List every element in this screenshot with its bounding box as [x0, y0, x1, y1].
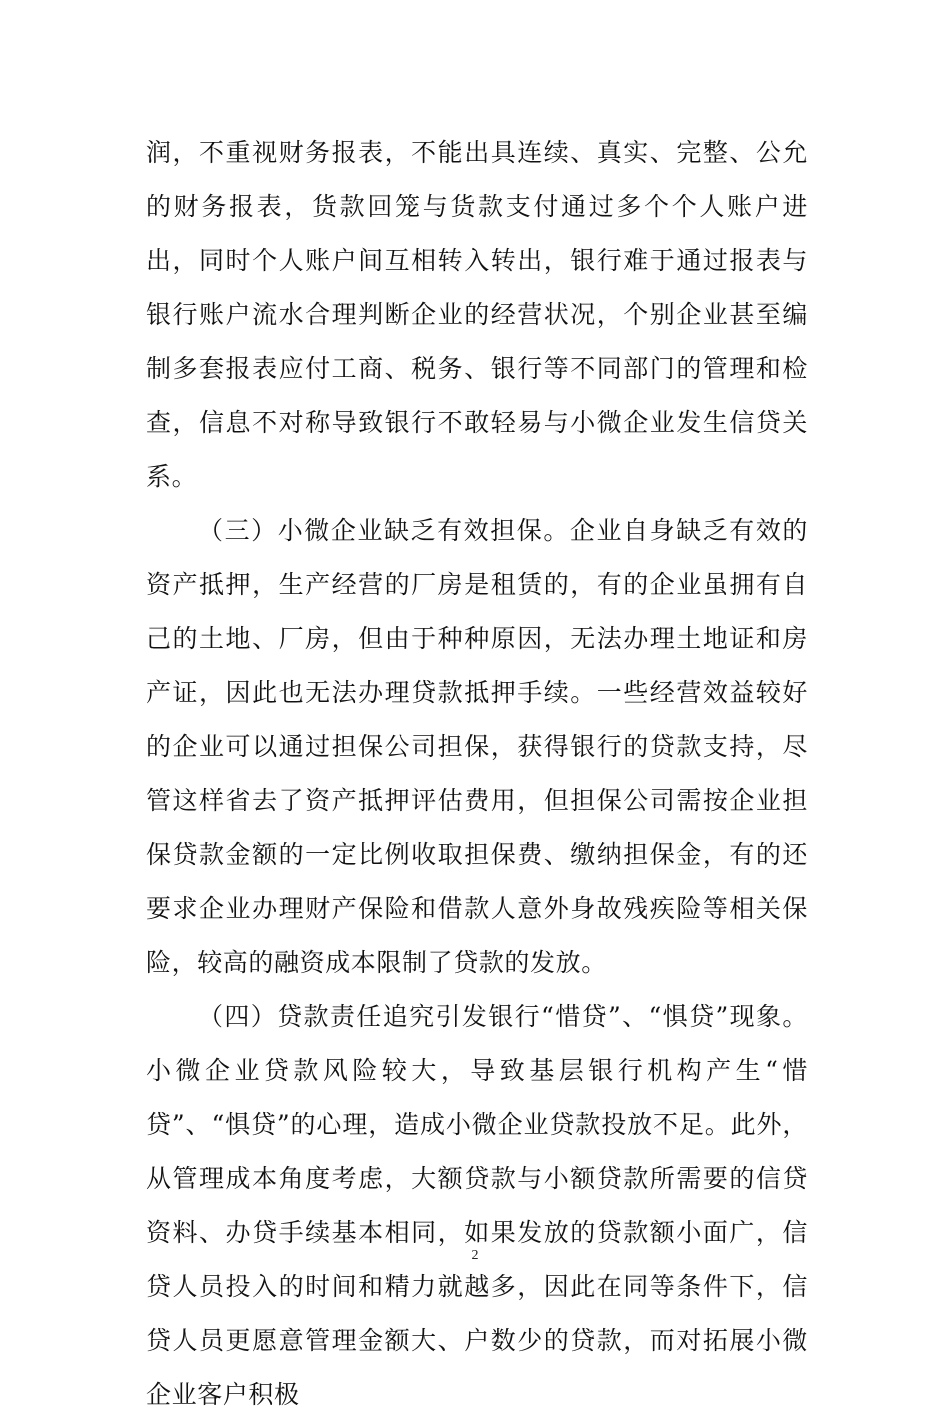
- page-number: 2: [471, 1248, 479, 1263]
- paragraph-continuation: 润，不重视财务报表，不能出具连续、真实、完整、公允的财务报表，货款回笼与货款支付通过多个个人账户进出，同时个人账户间互相转入转出，银行难于通过报表与银行账户流水合理判断企业的经营状况，个别企业甚至编制多套报表应付工商、税务、银行等不同部门的管理和检查，信息不对称导致银行不敢轻易与小微企业发生信贷关系。: [146, 138, 808, 491]
- paragraph-section-four: （四）贷款责任追究引发银行“惜贷”、“惧贷”现象。小微企业贷款风险较大，导致基层银行机构产生“惜贷”、“惧贷”的心理，造成小微企业贷款投放不足。此外，从管理成本角度考虑，大额贷款与小额贷款所需要的信贷资料、办贷手续基本相同，如果发放的贷款额小面广，信贷人员投入的时间和精力就越多，因此在同等条件下，信贷人员更愿意管理金额大、户数少的贷款，而对拓展小微企业客户积极: [146, 1002, 808, 1409]
- document-body: [146, 126, 808, 1422]
- paragraph-section-three: （三）小微企业缺乏有效担保。企业自身缺乏有效的资产抵押，生产经营的厂房是租赁的，有的企业虽拥有自己的土地、厂房，但由于种种原因，无法办理土地证和房产证，因此也无法办理贷款抵押手续。一些经营效益较好的企业可以通过担保公司担保，获得银行的贷款支持，尽管这样省去了资产抵押评估费用，但担保公司需按企业担保贷款金额的一定比例收取担保费、缴纳担保金，有的还要求企业办理财产保险和借款人意外身故残疾险等相关保险，较高的融资成本限制了贷款的发放。: [146, 516, 808, 977]
